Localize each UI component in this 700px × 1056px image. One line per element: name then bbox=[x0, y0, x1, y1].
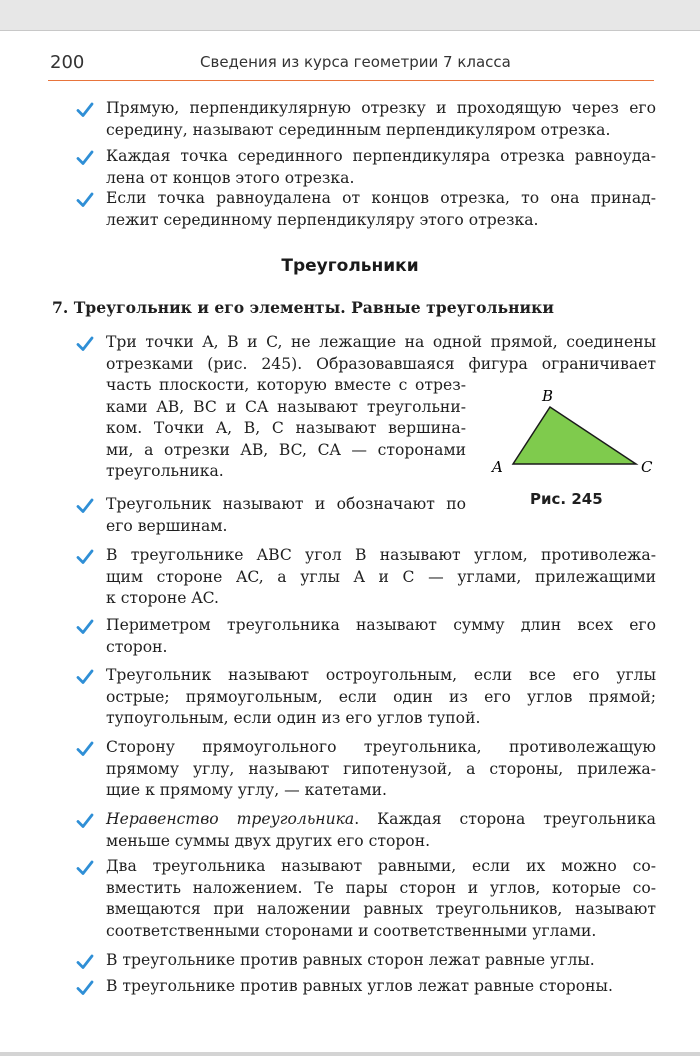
section-title: Треугольники bbox=[281, 256, 419, 276]
checkmark-icon bbox=[76, 335, 94, 353]
text-line: ком. Точки A, B, C называют вершина- bbox=[106, 419, 466, 437]
top-bar bbox=[0, 0, 700, 31]
text-line: Прямую, перпендикулярную отрезку и проходящую через его bbox=[106, 99, 656, 117]
text-line: Треугольник называют и обозначают по bbox=[106, 495, 466, 513]
checkmark-icon bbox=[76, 668, 94, 686]
text-line: Сторону прямоугольного треугольника, противолежащую bbox=[106, 738, 656, 756]
text-line: тупоугольным, если один из его углов тупой. bbox=[106, 709, 481, 727]
item-text bbox=[106, 737, 656, 802]
text-line: щим стороне AC, а углы A и C — углами, прилежащими bbox=[106, 567, 656, 586]
text-line: соответственными сторонами и соответственными углами. bbox=[106, 921, 597, 940]
item-text bbox=[106, 665, 656, 730]
checkmark-icon bbox=[76, 979, 94, 997]
checkmark-icon bbox=[76, 497, 94, 515]
text-line: В треугольнике против равных сторон лежат равные углы. bbox=[106, 951, 595, 969]
text-line: Если точка равноудалена от концов отрезка, то она принад- bbox=[106, 189, 656, 207]
text-line: сторон. bbox=[106, 637, 168, 656]
text-line: острые; прямоугольным, если один из его углов прямой; bbox=[106, 687, 656, 706]
triangle-abc bbox=[513, 407, 636, 464]
checkmark-icon bbox=[76, 740, 94, 758]
vertex-label-a: A bbox=[492, 458, 503, 476]
checkmark-icon bbox=[76, 618, 94, 636]
checkmark-icon bbox=[76, 859, 94, 877]
text-line: прямому углу, называют гипотенузой, а стороны, прилежа- bbox=[106, 759, 656, 778]
text-line: Периметром треугольника называют сумму длин всех его bbox=[106, 616, 656, 634]
checkmark-icon bbox=[76, 953, 94, 971]
item-text bbox=[106, 146, 656, 189]
item-text bbox=[106, 856, 656, 942]
item-text bbox=[106, 98, 656, 141]
text-line: к стороне AC. bbox=[106, 589, 219, 607]
text-line: лежит серединному перпендикуляру этого отрезка. bbox=[106, 210, 539, 229]
checkmark-icon bbox=[76, 812, 94, 830]
text-line: В треугольнике ABC угол B называют углом, противолежа- bbox=[106, 546, 656, 564]
text-line: В треугольнике против равных углов лежат равные стороны. bbox=[106, 977, 613, 995]
item-text bbox=[106, 615, 656, 658]
text-line: Два треугольника называют равными, если их можно со- bbox=[106, 857, 656, 875]
text-line: вмещаются при наложении равных треугольников, называют bbox=[106, 900, 656, 918]
text-line: ми, а отрезки AB, BC, CA — сторонами bbox=[106, 440, 466, 459]
item-text bbox=[106, 545, 656, 610]
bottom-bar bbox=[0, 1052, 700, 1056]
checkmark-icon bbox=[76, 191, 94, 209]
text-line: часть плоскости, которую вместе с отрез- bbox=[106, 376, 466, 394]
figure-caption: Рис. 245 bbox=[530, 490, 603, 508]
text-line: Три точки A, B и C, не лежащие на одной прямой, соединены bbox=[106, 333, 656, 351]
page-number: 200 bbox=[50, 52, 85, 73]
text-line: его вершинам. bbox=[106, 516, 228, 535]
text-line: треугольника. bbox=[106, 462, 224, 480]
text-line: Треугольник называют остроугольным, если все его углы bbox=[106, 666, 656, 684]
checkmark-icon bbox=[76, 149, 94, 167]
text-line: лена от концов этого отрезка. bbox=[106, 168, 355, 187]
subsection-title: 7. Треугольник и его элементы. Равные треугольники bbox=[52, 298, 554, 317]
item-text bbox=[106, 976, 656, 998]
text-line: меньше суммы двух других его сторон. bbox=[106, 831, 431, 850]
text-line: вместить наложением. Те пары сторон и углов, которые со- bbox=[106, 878, 656, 897]
triangle-figure bbox=[488, 386, 658, 482]
vertex-label-b: B bbox=[542, 387, 554, 405]
running-title: Сведения из курса геометрии 7 класса bbox=[200, 53, 511, 71]
vertex-label-c: C bbox=[641, 458, 653, 476]
text-line: отрезками (рис. 245). Образовавшаяся фигура ограничивает bbox=[106, 354, 656, 373]
item-text bbox=[106, 809, 656, 852]
item-text bbox=[106, 188, 656, 231]
text-line: ками AB, BC и CA называют треугольни- bbox=[106, 397, 466, 416]
text-line: щие к прямому углу, — катетами. bbox=[106, 781, 387, 799]
text-line: середину, называют серединным перпендикуляром отрезка. bbox=[106, 120, 611, 139]
page-header bbox=[48, 52, 654, 81]
checkmark-icon bbox=[76, 101, 94, 119]
item-text bbox=[106, 950, 656, 972]
text-line: Неравенство треугольника. Каждая сторона треугольника bbox=[106, 810, 656, 828]
checkmark-icon bbox=[76, 548, 94, 566]
text-line: Каждая точка серединного перпендикуляра отрезка равноуда- bbox=[106, 147, 656, 165]
